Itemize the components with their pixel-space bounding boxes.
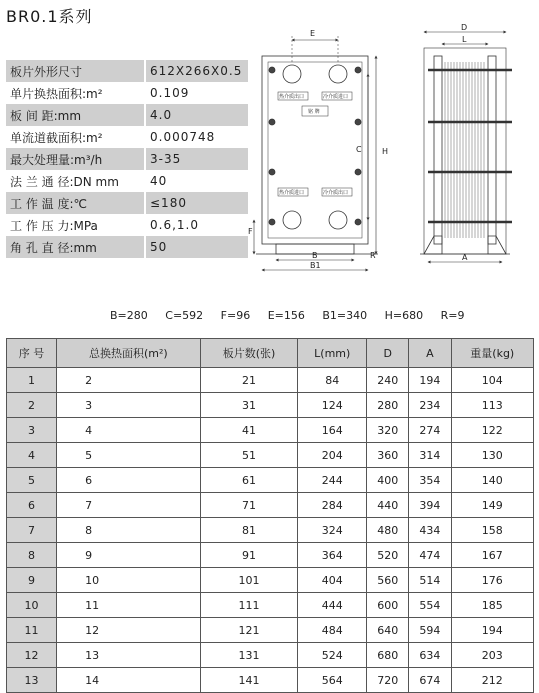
table-cell: 9 [7,568,57,593]
dim-label-b1: B1 [310,261,321,270]
technical-drawing [248,22,534,274]
spec-row [6,170,248,192]
spec-row [6,214,248,236]
model-table [6,338,534,693]
spec-label: 板片外形尺寸 [6,60,145,82]
column-header: 板片数(张) [200,339,298,368]
table-cell: 240 [367,368,409,393]
table-cell: 176 [451,568,534,593]
table-cell: 674 [409,668,451,693]
table-cell: 167 [451,543,534,568]
table-cell: 9 [57,543,201,568]
table-cell: 3 [7,418,57,443]
table-cell: 524 [298,643,367,668]
spec-row [6,192,248,214]
table-cell: 440 [367,493,409,518]
table-cell: 2 [7,393,57,418]
table-cell: 360 [367,443,409,468]
table-cell: 121 [200,618,298,643]
table-cell: 12 [57,618,201,643]
dim-label-e: E [310,29,316,38]
table-cell: 680 [367,643,409,668]
spec-value: 3-35 [145,148,248,170]
table-row [7,593,534,618]
table-cell: 81 [200,518,298,543]
spec-row [6,236,248,258]
table-cell: 194 [451,618,534,643]
plate-label-cold-out: 冷介质出口 [323,190,349,196]
table-cell: 194 [409,368,451,393]
table-cell: 444 [298,593,367,618]
table-row [7,493,534,518]
spec-label: 工 作 温 度:℃ [6,192,145,214]
param-c: C=592 [165,309,204,322]
table-cell: 204 [298,443,367,468]
table-cell: 6 [57,468,201,493]
column-header: D [367,339,409,368]
table-cell: 634 [409,643,451,668]
spec-row [6,126,248,148]
table-cell: 212 [451,668,534,693]
table-cell: 4 [57,418,201,443]
table-cell: 84 [298,368,367,393]
table-cell: 141 [200,668,298,693]
plate-label-cold-in: 冷介质进口 [323,94,349,100]
table-cell: 203 [451,643,534,668]
table-cell: 140 [451,468,534,493]
table-row [7,568,534,593]
port-top-left [283,65,301,83]
spec-value: 0.000748 [145,126,248,148]
table-cell: 5 [7,468,57,493]
table-cell: 164 [298,418,367,443]
spec-label: 法 兰 通 径:DN mm [6,170,145,192]
table-cell: 13 [7,668,57,693]
table-cell: 4 [7,443,57,468]
table-cell: 244 [298,468,367,493]
table-row [7,543,534,568]
table-cell: 404 [298,568,367,593]
table-cell: 1 [7,368,57,393]
page-title: BR0.1系列 [6,7,93,26]
column-header: 重量(kg) [451,339,534,368]
table-cell: 600 [367,593,409,618]
plate-label-hot-in: 热介质进口 [279,190,305,196]
table-cell: 6 [7,493,57,518]
table-cell: 11 [7,618,57,643]
table-cell: 158 [451,518,534,543]
table-row [7,368,534,393]
table-cell: 314 [409,443,451,468]
column-header: A [409,339,451,368]
table-cell: 31 [200,393,298,418]
spec-value: 40 [145,170,248,192]
table-cell: 400 [367,468,409,493]
spec-label: 工 作 压 力:MPa [6,214,145,236]
table-cell: 3 [57,393,201,418]
table-cell: 394 [409,493,451,518]
param-f: F=96 [220,309,251,322]
spec-row [6,82,248,104]
table-cell: 131 [200,643,298,668]
table-cell: 91 [200,543,298,568]
plate-label-hot-out: 热介质出口 [279,94,305,100]
param-b1: B1=340 [322,309,368,322]
table-cell: 12 [7,643,57,668]
table-cell: 520 [367,543,409,568]
table-cell: 320 [367,418,409,443]
table-row [7,668,534,693]
dim-label-r: R [370,251,376,260]
spec-label: 单片换热面积:m² [6,82,145,104]
table-cell: 101 [200,568,298,593]
table-cell: 113 [451,393,534,418]
spec-row [6,60,248,82]
table-cell: 280 [367,393,409,418]
dim-label-l: L [462,35,467,44]
dimension-params [110,309,479,322]
table-cell: 21 [200,368,298,393]
port-bottom-right [329,211,347,229]
table-cell: 104 [451,368,534,393]
column-header: L(mm) [298,339,367,368]
table-cell: 124 [298,393,367,418]
spec-label: 单流道截面积:m² [6,126,145,148]
plate-label-nameplate: 铭 牌 [308,109,320,115]
table-cell: 122 [451,418,534,443]
port-top-right [329,65,347,83]
table-cell: 2 [57,368,201,393]
table-cell: 7 [57,493,201,518]
spec-value: 612X266X0.5 [145,60,248,82]
table-row [7,643,534,668]
table-cell: 554 [409,593,451,618]
table-cell: 5 [57,443,201,468]
table-row [7,418,534,443]
table-cell: 14 [57,668,201,693]
dim-label-f: F [248,227,253,236]
spec-value: 4.0 [145,104,248,126]
table-cell: 61 [200,468,298,493]
table-cell: 594 [409,618,451,643]
table-cell: 185 [451,593,534,618]
table-cell: 364 [298,543,367,568]
param-e: E=156 [267,309,305,322]
table-cell: 149 [451,493,534,518]
table-cell: 41 [200,418,298,443]
spec-row [6,104,248,126]
dim-label-h: H [382,147,389,156]
table-cell: 564 [298,668,367,693]
table-cell: 13 [57,643,201,668]
spec-table [6,60,248,258]
table-row [7,468,534,493]
table-cell: 324 [298,518,367,543]
spec-value: 50 [145,236,248,258]
column-header: 总换热面积(m²) [57,339,201,368]
table-row [7,443,534,468]
table-cell: 234 [409,393,451,418]
table-cell: 10 [57,568,201,593]
param-h: H=680 [384,309,424,322]
port-bottom-left [283,211,301,229]
table-cell: 354 [409,468,451,493]
table-cell: 51 [200,443,298,468]
table-row [7,618,534,643]
table-cell: 640 [367,618,409,643]
table-cell: 720 [367,668,409,693]
spec-row [6,148,248,170]
table-cell: 514 [409,568,451,593]
dim-label-d: D [461,23,468,32]
dim-label-c: C [356,145,362,154]
table-cell: 11 [57,593,201,618]
column-header: 序 号 [7,339,57,368]
table-cell: 8 [57,518,201,543]
table-cell: 284 [298,493,367,518]
spec-value: 0.109 [145,82,248,104]
param-r: R=9 [440,309,465,322]
table-cell: 10 [7,593,57,618]
spec-label: 角 孔 直 径:mm [6,236,145,258]
param-b: B=280 [110,309,148,322]
table-cell: 474 [409,543,451,568]
plate-outline [262,56,368,244]
table-cell: 434 [409,518,451,543]
table-cell: 274 [409,418,451,443]
dim-label-b: B [312,251,318,260]
dim-label-a: A [462,253,468,262]
table-cell: 480 [367,518,409,543]
spec-label: 最大处理量:m³/h [6,148,145,170]
table-row [7,518,534,543]
table-cell: 111 [200,593,298,618]
spec-label: 板 间 距:mm [6,104,145,126]
table-cell: 130 [451,443,534,468]
table-cell: 484 [298,618,367,643]
table-cell: 8 [7,543,57,568]
table-cell: 71 [200,493,298,518]
spec-value: 0.6,1.0 [145,214,248,236]
table-cell: 560 [367,568,409,593]
table-cell: 7 [7,518,57,543]
table-row [7,393,534,418]
spec-value: ≤180 [145,192,248,214]
